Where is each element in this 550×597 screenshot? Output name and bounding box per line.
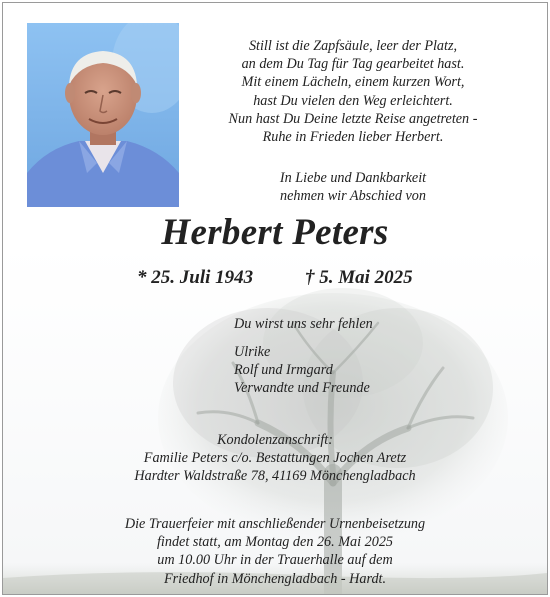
farewell-line: nehmen wir Abschied von: [280, 188, 426, 205]
service-notice: [3, 515, 547, 588]
condolence-address: [3, 431, 547, 486]
death-date: † 5. Mai 2025: [305, 267, 413, 288]
birth-date: * 25. Juli 1943: [137, 267, 254, 288]
signatory: Rolf und Irmgard: [234, 362, 333, 379]
farewell-text: [203, 169, 503, 205]
portrait-photo: [27, 23, 179, 207]
poem-line: an dem Du Tag für Tag gearbeitet hast.: [241, 56, 465, 73]
poem-line: Mit einem Lächeln, einem kurzen Wort,: [241, 74, 465, 91]
service-line: findet statt, am Montag den 26. Mai 2025: [156, 534, 394, 551]
service-line: Die Trauerfeier mit anschließender Urnenbeisetzung: [124, 516, 426, 532]
service-line: um 10.00 Uhr in der Trauerhalle auf dem: [157, 552, 393, 569]
condolence-line: Kondolenzanschrift:: [217, 432, 333, 448]
poem-line: Still ist die Zapfsäule, leer der Platz,: [248, 38, 458, 54]
obituary-card: [2, 2, 548, 595]
service-line: Friedhof in Mönchengladbach - Hardt.: [163, 570, 387, 587]
poem-line: Ruhe in Frieden lieber Herbert.: [262, 129, 444, 146]
farewell-line: In Liebe und Dankbarkeit: [279, 170, 427, 186]
miss-line: Du wirst uns sehr fehlen: [234, 316, 373, 332]
signatories: [234, 343, 370, 398]
signatory: Verwandte und Freunde: [234, 380, 370, 397]
poem-line: hast Du vielen den Weg erleichtert.: [253, 92, 453, 109]
condolence-line: Familie Peters c/o. Bestattungen Jochen Aretz: [143, 450, 407, 467]
signatory: Ulrike: [234, 344, 271, 360]
deceased-name: Herbert Peters: [161, 212, 389, 253]
poem-line: Nun hast Du Deine letzte Reise angetreten -: [228, 110, 478, 127]
poem: [203, 37, 503, 146]
condolence-line: Hardter Waldstraße 78, 41169 Mönchengladbach: [134, 468, 416, 485]
